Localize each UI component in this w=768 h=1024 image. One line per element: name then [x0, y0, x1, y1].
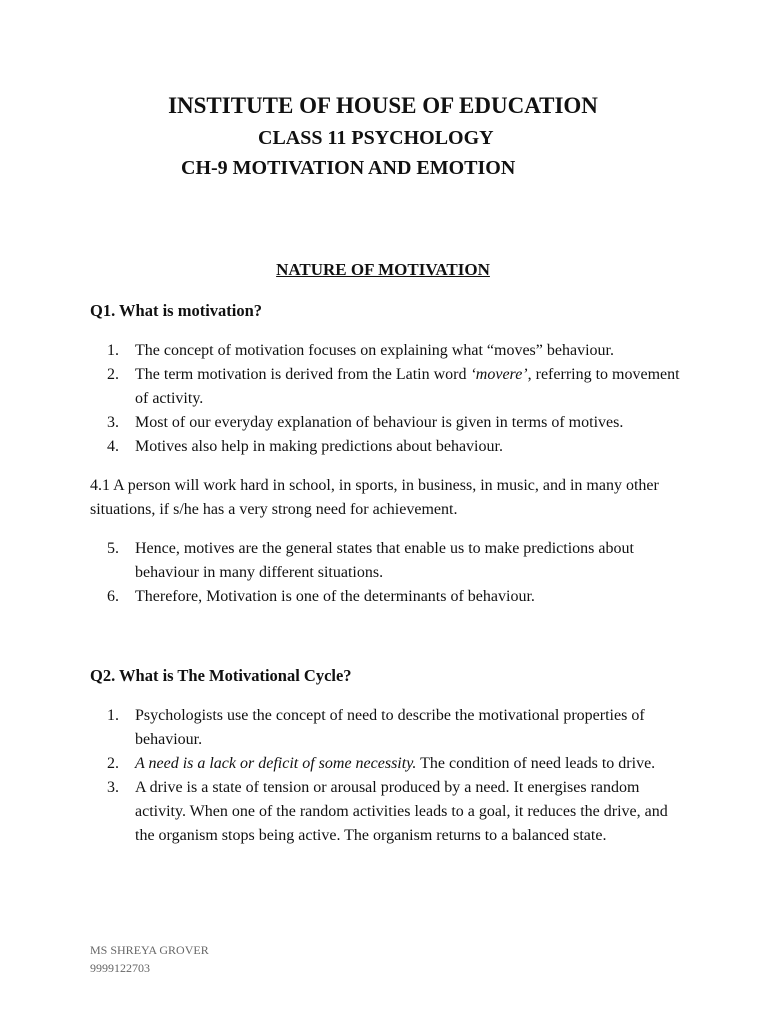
chapter-title: CH-9 MOTIVATION AND EMOTION	[181, 157, 516, 179]
footer	[90, 941, 209, 977]
list-text-pre: The term motivation is derived from the Latin word	[135, 366, 471, 383]
list-item	[107, 339, 687, 363]
list-text: Motives also help in making predictions about behaviour.	[135, 438, 503, 455]
section-heading: NATURE OF MOTIVATION	[276, 260, 490, 279]
list-number: 4.	[107, 438, 119, 455]
list-item	[107, 752, 687, 776]
latin-term: ‘movere’	[470, 366, 528, 383]
list-text: Therefore, Motivation is one of the determinants of behaviour.	[135, 588, 535, 605]
question-1-heading: Q1. What is motivation?	[90, 301, 263, 320]
institute-title-text: INSTITUTE OF HOUSE OF EDUCATION	[168, 93, 598, 118]
list-text: The concept of motivation focuses on explaining what “moves” behaviour.	[135, 342, 614, 359]
list-text: Psychologists use the concept of need to describe the motivational properties of behaviour.	[135, 707, 645, 748]
q1-list-b	[107, 537, 687, 609]
list-number: 6.	[107, 588, 119, 605]
list-text: A drive is a state of tension or arousal produced by a need. It energises random activity. When one of the random activities leads to a goal, it reduces the drive, and the organism stops being active. The organism returns to a balanced state.	[135, 779, 668, 844]
list-number: 1.	[107, 342, 119, 359]
list-text-post: The condition of need leads to drive.	[416, 755, 656, 772]
list-number: 3.	[107, 779, 119, 796]
need-definition: A need is a lack or deficit of some necessity.	[135, 755, 417, 772]
institute-title	[0, 93, 768, 119]
author-name: MS SHREYA GROVER	[90, 943, 209, 957]
author-phone: 9999122703	[90, 961, 150, 975]
q2-list	[107, 704, 687, 848]
list-text: Most of our everyday explanation of behaviour is given in terms of motives.	[135, 414, 624, 431]
list-text-post: , referring to movement of activity.	[135, 366, 680, 407]
list-number: 5.	[107, 540, 119, 557]
list-item	[107, 704, 687, 752]
class-title: CLASS 11 PSYCHOLOGY	[258, 127, 494, 149]
q1-list-a	[107, 339, 687, 459]
question-2-heading: Q2. What is The Motivational Cycle?	[90, 666, 352, 685]
list-number: 3.	[107, 414, 119, 431]
list-number: 2.	[107, 755, 119, 772]
list-item	[107, 585, 687, 609]
list-text: Hence, motives are the general states that enable us to make predictions about behaviour in many different situations.	[135, 540, 634, 581]
list-item	[107, 776, 687, 848]
list-item	[107, 363, 687, 411]
paragraph-4-1: 4.1 A person will work hard in school, in sports, in business, in music, and in many other situations, if s/he has a very strong need for achievement.	[90, 477, 659, 518]
list-number: 2.	[107, 366, 119, 383]
list-item	[107, 537, 687, 585]
list-item	[107, 411, 687, 435]
list-number: 1.	[107, 707, 119, 724]
list-item	[107, 435, 687, 459]
